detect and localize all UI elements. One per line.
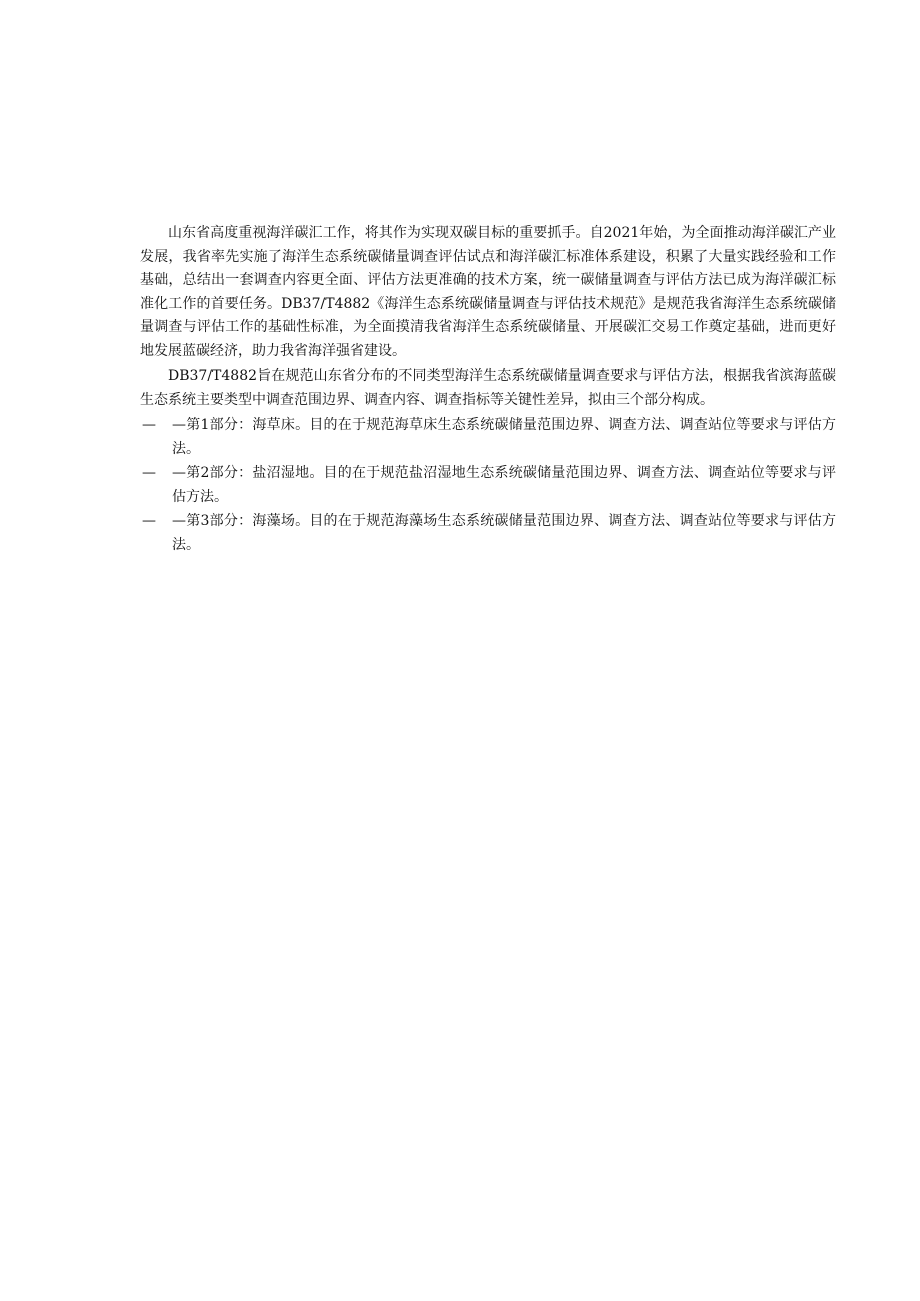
list-item-text: —第2部分：盐沼湿地。目的在于规范盐沼湿地生态系统碳储量范围边界、调查方法、调查站位等要求与评估方法。: [172, 465, 836, 505]
list-dash: —: [142, 513, 156, 529]
list-item: [140, 414, 836, 461]
list-dash: —: [142, 417, 156, 433]
list-item-text: —第3部分：海藻场。目的在于规范海藻场生态系统碳储量范围边界、调查方法、调查站位等要求与评估方法。: [172, 513, 836, 553]
list-dash: —: [142, 465, 156, 481]
list-item-text: —第1部分：海草床。目的在于规范海草床生态系统碳储量范围边界、调查方法、调查站位等要求与评估方法。: [172, 417, 836, 457]
intro-paragraph: 山东省高度重视海洋碳汇工作，将其作为实现双碳目标的重要抓手。自2021年始，为全面推动海洋碳汇产业发展，我省率先实施了海洋生态系统碳储量调查评估试点和海洋碳汇标准体系建设，积累了大量实践经验和工作基础，总结出一套调查内容更全面、评估方法更准确的技术方案，统一碳储量调查与评估方法已成为海洋碳汇标准化工作的首要任务。DB37/T4882《海洋生态系统碳储量调查与评估技术规范》是规范我省海洋生态系统碳储量调查与评估工作的基础性标准，为全面摸清我省海洋生态系统碳储量、开展碳汇交易工作奠定基础，进而更好地发展蓝碳经济，助力我省海洋强省建设。: [140, 225, 836, 359]
parts-list: [140, 414, 836, 557]
list-item: [140, 510, 836, 557]
document-body: [140, 222, 836, 558]
structure-paragraph: DB37/T4882旨在规范山东省分布的不同类型海洋生态系统碳储量调查要求与评估方法，根据我省滨海蓝碳生态系统主要类型中调查范围边界、调查内容、调查指标等关键性差异，拟由三个部分构成。: [140, 368, 836, 408]
list-item: [140, 462, 836, 509]
